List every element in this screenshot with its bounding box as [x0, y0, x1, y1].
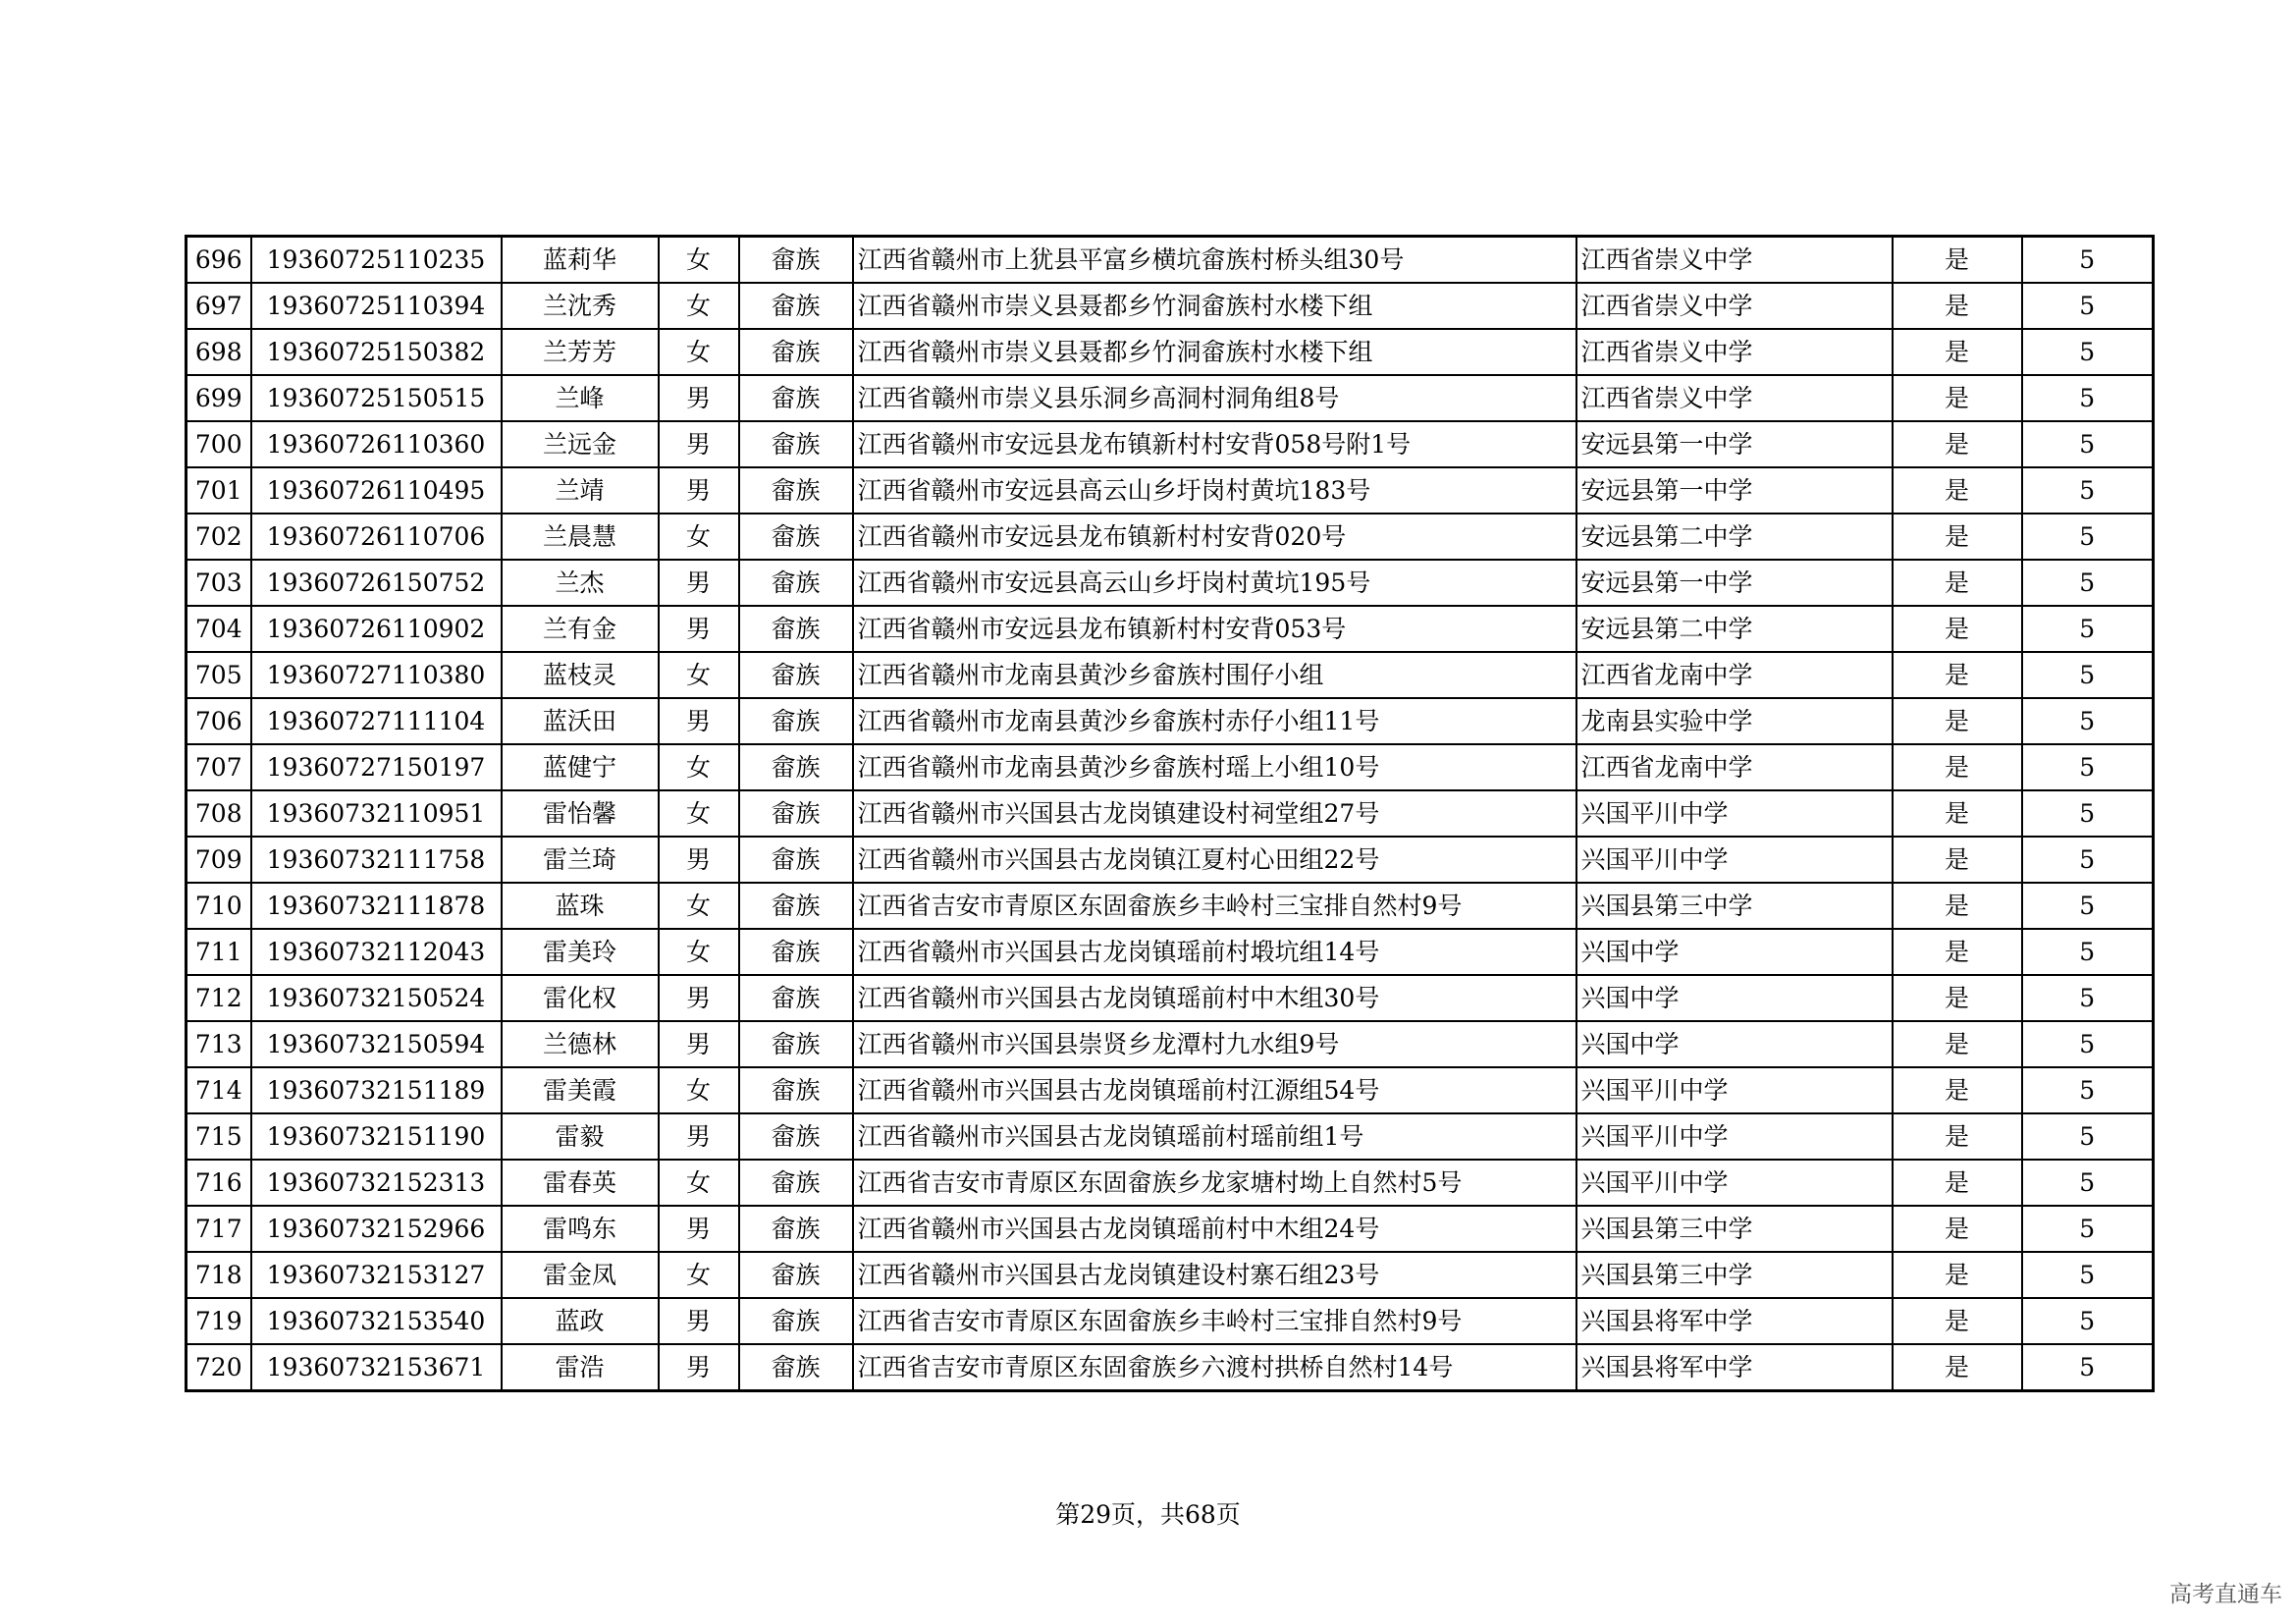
ethnicity-cell: 畲族 [739, 929, 853, 975]
row-number-cell: 703 [187, 560, 251, 606]
school-name-cell: 兴国中学 [1576, 975, 1893, 1021]
table-row [187, 883, 2154, 929]
home-address-cell: 江西省赣州市安远县龙布镇新村村安背053号 [853, 606, 1576, 652]
gender-cell: 男 [659, 698, 739, 744]
student-name-cell: 雷兰琦 [502, 837, 659, 883]
student-name-cell: 雷浩 [502, 1344, 659, 1391]
school-name-cell: 兴国县将军中学 [1576, 1298, 1893, 1344]
row-number-cell: 705 [187, 652, 251, 698]
eligibility-flag-cell: 是 [1893, 1160, 2022, 1206]
school-name-cell: 安远县第二中学 [1576, 514, 1893, 560]
table-row [187, 560, 2154, 606]
home-address-cell: 江西省赣州市兴国县古龙岗镇瑶前村瑶前组1号 [853, 1113, 1576, 1160]
eligibility-flag-cell: 是 [1893, 744, 2022, 790]
student-name-cell: 兰芳芳 [502, 329, 659, 375]
school-name-cell: 安远县第一中学 [1576, 467, 1893, 514]
ethnicity-cell: 畲族 [739, 744, 853, 790]
home-address-cell: 江西省吉安市青原区东固畲族乡龙家塘村坳上自然村5号 [853, 1160, 1576, 1206]
gender-cell: 男 [659, 837, 739, 883]
exam-id-cell: 19360732150594 [251, 1021, 502, 1067]
exam-id-cell: 19360727111104 [251, 698, 502, 744]
bonus-points-cell: 5 [2022, 375, 2154, 421]
school-name-cell: 江西省龙南中学 [1576, 652, 1893, 698]
school-name-cell: 兴国县第三中学 [1576, 1252, 1893, 1298]
gender-cell: 男 [659, 1021, 739, 1067]
watermark-text: 高考直通车 [2169, 1582, 2282, 1607]
exam-id-cell: 19360732111758 [251, 837, 502, 883]
table-row [187, 929, 2154, 975]
eligibility-flag-cell: 是 [1893, 1067, 2022, 1113]
ethnicity-cell: 畲族 [739, 652, 853, 698]
gender-cell: 女 [659, 883, 739, 929]
exam-id-cell: 19360725110235 [251, 237, 502, 284]
row-number-cell: 710 [187, 883, 251, 929]
bonus-points-cell: 5 [2022, 975, 2154, 1021]
table-row [187, 514, 2154, 560]
home-address-cell: 江西省赣州市龙南县黄沙乡畲族村围仔小组 [853, 652, 1576, 698]
eligibility-flag-cell: 是 [1893, 1344, 2022, 1391]
exam-id-cell: 19360732151189 [251, 1067, 502, 1113]
table-row [187, 237, 2154, 284]
table-row [187, 467, 2154, 514]
school-name-cell: 安远县第一中学 [1576, 560, 1893, 606]
eligibility-flag-cell: 是 [1893, 929, 2022, 975]
eligibility-flag-cell: 是 [1893, 514, 2022, 560]
table-row [187, 329, 2154, 375]
eligibility-flag-cell: 是 [1893, 560, 2022, 606]
student-name-cell: 蓝健宁 [502, 744, 659, 790]
row-number-cell: 712 [187, 975, 251, 1021]
exam-id-cell: 19360732112043 [251, 929, 502, 975]
bonus-points-cell: 5 [2022, 1206, 2154, 1252]
ethnicity-cell: 畲族 [739, 237, 853, 284]
exam-id-cell: 19360725150515 [251, 375, 502, 421]
row-number-cell: 696 [187, 237, 251, 284]
student-name-cell: 蓝莉华 [502, 237, 659, 284]
gender-cell: 男 [659, 1206, 739, 1252]
student-name-cell: 雷怡馨 [502, 790, 659, 837]
table-row [187, 975, 2154, 1021]
exam-id-cell: 19360726110706 [251, 514, 502, 560]
ethnicity-cell: 畲族 [739, 1113, 853, 1160]
table-row [187, 652, 2154, 698]
home-address-cell: 江西省赣州市兴国县古龙岗镇瑶前村塅坑组14号 [853, 929, 1576, 975]
school-name-cell: 兴国平川中学 [1576, 1113, 1893, 1160]
table-row [187, 837, 2154, 883]
home-address-cell: 江西省赣州市兴国县古龙岗镇瑶前村江源组54号 [853, 1067, 1576, 1113]
bonus-points-cell: 5 [2022, 1298, 2154, 1344]
gender-cell: 女 [659, 744, 739, 790]
ethnicity-cell: 畲族 [739, 560, 853, 606]
school-name-cell: 安远县第二中学 [1576, 606, 1893, 652]
gender-cell: 男 [659, 375, 739, 421]
student-name-cell: 兰晨慧 [502, 514, 659, 560]
student-name-cell: 雷金凤 [502, 1252, 659, 1298]
table-row [187, 375, 2154, 421]
eligibility-flag-cell: 是 [1893, 329, 2022, 375]
table-row [187, 1206, 2154, 1252]
gender-cell: 男 [659, 1344, 739, 1391]
school-name-cell: 兴国县第三中学 [1576, 1206, 1893, 1252]
school-name-cell: 江西省崇义中学 [1576, 375, 1893, 421]
ethnicity-cell: 畲族 [739, 467, 853, 514]
bonus-points-cell: 5 [2022, 283, 2154, 329]
student-name-cell: 雷毅 [502, 1113, 659, 1160]
row-number-cell: 698 [187, 329, 251, 375]
exam-id-cell: 19360732111878 [251, 883, 502, 929]
gender-cell: 男 [659, 1298, 739, 1344]
exam-id-cell: 19360725110394 [251, 283, 502, 329]
eligibility-flag-cell: 是 [1893, 837, 2022, 883]
home-address-cell: 江西省赣州市上犹县平富乡横坑畲族村桥头组30号 [853, 237, 1576, 284]
ethnicity-cell: 畲族 [739, 375, 853, 421]
eligibility-flag-cell: 是 [1893, 283, 2022, 329]
student-name-cell: 雷美玲 [502, 929, 659, 975]
bonus-points-cell: 5 [2022, 421, 2154, 467]
ethnicity-cell: 畲族 [739, 1344, 853, 1391]
home-address-cell: 江西省赣州市兴国县古龙岗镇建设村寨石组23号 [853, 1252, 1576, 1298]
gender-cell: 女 [659, 329, 739, 375]
student-name-cell: 蓝政 [502, 1298, 659, 1344]
ethnicity-cell: 畲族 [739, 975, 853, 1021]
ethnicity-cell: 畲族 [739, 421, 853, 467]
table-row [187, 421, 2154, 467]
student-name-cell: 雷春英 [502, 1160, 659, 1206]
student-name-cell: 兰杰 [502, 560, 659, 606]
eligibility-flag-cell: 是 [1893, 652, 2022, 698]
student-name-cell: 蓝沃田 [502, 698, 659, 744]
table-row [187, 1113, 2154, 1160]
school-name-cell: 兴国县第三中学 [1576, 883, 1893, 929]
school-name-cell: 兴国中学 [1576, 929, 1893, 975]
row-number-cell: 714 [187, 1067, 251, 1113]
page-number: 第29页，共68页 [1055, 1500, 1241, 1529]
eligibility-flag-cell: 是 [1893, 421, 2022, 467]
student-name-cell: 雷化权 [502, 975, 659, 1021]
student-name-cell: 兰远金 [502, 421, 659, 467]
gender-cell: 男 [659, 975, 739, 1021]
exam-id-cell: 19360732151190 [251, 1113, 502, 1160]
school-name-cell: 江西省崇义中学 [1576, 283, 1893, 329]
gender-cell: 男 [659, 467, 739, 514]
eligibility-flag-cell: 是 [1893, 1021, 2022, 1067]
home-address-cell: 江西省吉安市青原区东固畲族乡六渡村拱桥自然村14号 [853, 1344, 1576, 1391]
ethnicity-cell: 畲族 [739, 1298, 853, 1344]
home-address-cell: 江西省赣州市安远县高云山乡圩岗村黄坑183号 [853, 467, 1576, 514]
row-number-cell: 702 [187, 514, 251, 560]
eligibility-flag-cell: 是 [1893, 1113, 2022, 1160]
home-address-cell: 江西省吉安市青原区东固畲族乡丰岭村三宝排自然村9号 [853, 1298, 1576, 1344]
student-name-cell: 兰沈秀 [502, 283, 659, 329]
bonus-points-cell: 5 [2022, 698, 2154, 744]
home-address-cell: 江西省赣州市安远县高云山乡圩岗村黄坑195号 [853, 560, 1576, 606]
row-number-cell: 697 [187, 283, 251, 329]
school-name-cell: 兴国平川中学 [1576, 1160, 1893, 1206]
home-address-cell: 江西省赣州市兴国县古龙岗镇瑶前村中木组30号 [853, 975, 1576, 1021]
row-number-cell: 713 [187, 1021, 251, 1067]
gender-cell: 男 [659, 560, 739, 606]
eligibility-flag-cell: 是 [1893, 1252, 2022, 1298]
bonus-points-cell: 5 [2022, 790, 2154, 837]
home-address-cell: 江西省赣州市龙南县黄沙乡畲族村瑶上小组10号 [853, 744, 1576, 790]
table-row [187, 283, 2154, 329]
exam-id-cell: 19360732110951 [251, 790, 502, 837]
bonus-points-cell: 5 [2022, 929, 2154, 975]
gender-cell: 女 [659, 929, 739, 975]
home-address-cell: 江西省赣州市兴国县古龙岗镇瑶前村中木组24号 [853, 1206, 1576, 1252]
home-address-cell: 江西省赣州市兴国县崇贤乡龙潭村九水组9号 [853, 1021, 1576, 1067]
row-number-cell: 706 [187, 698, 251, 744]
gender-cell: 女 [659, 1252, 739, 1298]
bonus-points-cell: 5 [2022, 883, 2154, 929]
gender-cell: 男 [659, 421, 739, 467]
exam-id-cell: 19360732153671 [251, 1344, 502, 1391]
school-name-cell: 江西省龙南中学 [1576, 744, 1893, 790]
exam-id-cell: 19360732152966 [251, 1206, 502, 1252]
bonus-points-cell: 5 [2022, 1067, 2154, 1113]
table-row [187, 1067, 2154, 1113]
table-row [187, 698, 2154, 744]
bonus-points-cell: 5 [2022, 560, 2154, 606]
eligibility-flag-cell: 是 [1893, 467, 2022, 514]
home-address-cell: 江西省赣州市崇义县聂都乡竹洞畲族村水楼下组 [853, 329, 1576, 375]
bonus-points-cell: 5 [2022, 652, 2154, 698]
school-name-cell: 龙南县实验中学 [1576, 698, 1893, 744]
school-name-cell: 兴国平川中学 [1576, 790, 1893, 837]
row-number-cell: 720 [187, 1344, 251, 1391]
eligibility-flag-cell: 是 [1893, 375, 2022, 421]
ethnicity-cell: 畲族 [739, 329, 853, 375]
eligibility-flag-cell: 是 [1893, 1206, 2022, 1252]
student-name-cell: 蓝珠 [502, 883, 659, 929]
home-address-cell: 江西省吉安市青原区东固畲族乡丰岭村三宝排自然村9号 [853, 883, 1576, 929]
ethnicity-cell: 畲族 [739, 606, 853, 652]
home-address-cell: 江西省赣州市兴国县古龙岗镇建设村祠堂组27号 [853, 790, 1576, 837]
gender-cell: 女 [659, 1067, 739, 1113]
exam-id-cell: 19360732153127 [251, 1252, 502, 1298]
home-address-cell: 江西省赣州市崇义县乐洞乡高洞村洞角组8号 [853, 375, 1576, 421]
ethnicity-cell: 畲族 [739, 1067, 853, 1113]
school-name-cell: 兴国平川中学 [1576, 1067, 1893, 1113]
row-number-cell: 704 [187, 606, 251, 652]
school-name-cell: 兴国县将军中学 [1576, 1344, 1893, 1391]
bonus-points-cell: 5 [2022, 1344, 2154, 1391]
gender-cell: 女 [659, 283, 739, 329]
bonus-points-cell: 5 [2022, 1252, 2154, 1298]
table-row [187, 606, 2154, 652]
ethnicity-cell: 畲族 [739, 1021, 853, 1067]
eligibility-flag-cell: 是 [1893, 790, 2022, 837]
bonus-points-cell: 5 [2022, 237, 2154, 284]
student-name-cell: 雷鸣东 [502, 1206, 659, 1252]
ethnicity-cell: 畲族 [739, 698, 853, 744]
home-address-cell: 江西省赣州市安远县龙布镇新村村安背020号 [853, 514, 1576, 560]
gender-cell: 男 [659, 1113, 739, 1160]
bonus-points-cell: 5 [2022, 606, 2154, 652]
eligibility-flag-cell: 是 [1893, 1298, 2022, 1344]
exam-id-cell: 19360725150382 [251, 329, 502, 375]
ethnicity-cell: 畲族 [739, 837, 853, 883]
row-number-cell: 709 [187, 837, 251, 883]
table-row [187, 1298, 2154, 1344]
home-address-cell: 江西省赣州市兴国县古龙岗镇江夏村心田组22号 [853, 837, 1576, 883]
bonus-points-cell: 5 [2022, 467, 2154, 514]
ethnicity-cell: 畲族 [739, 1160, 853, 1206]
eligibility-flag-cell: 是 [1893, 606, 2022, 652]
school-name-cell: 江西省崇义中学 [1576, 329, 1893, 375]
gender-cell: 女 [659, 514, 739, 560]
table-row [187, 744, 2154, 790]
row-number-cell: 717 [187, 1206, 251, 1252]
home-address-cell: 江西省赣州市安远县龙布镇新村村安背058号附1号 [853, 421, 1576, 467]
eligibility-flag-cell: 是 [1893, 237, 2022, 284]
student-name-cell: 蓝枝灵 [502, 652, 659, 698]
table-row [187, 790, 2154, 837]
row-number-cell: 716 [187, 1160, 251, 1206]
row-number-cell: 715 [187, 1113, 251, 1160]
row-number-cell: 718 [187, 1252, 251, 1298]
table-row [187, 1021, 2154, 1067]
row-number-cell: 701 [187, 467, 251, 514]
ethnicity-cell: 畲族 [739, 1252, 853, 1298]
table-row [187, 1160, 2154, 1206]
exam-id-cell: 19360732150524 [251, 975, 502, 1021]
exam-id-cell: 19360732153540 [251, 1298, 502, 1344]
row-number-cell: 700 [187, 421, 251, 467]
gender-cell: 男 [659, 606, 739, 652]
ethnicity-cell: 畲族 [739, 790, 853, 837]
exam-id-cell: 19360732152313 [251, 1160, 502, 1206]
student-roster-table [185, 235, 2155, 1392]
student-name-cell: 兰有金 [502, 606, 659, 652]
school-name-cell: 兴国平川中学 [1576, 837, 1893, 883]
ethnicity-cell: 畲族 [739, 514, 853, 560]
gender-cell: 女 [659, 652, 739, 698]
bonus-points-cell: 5 [2022, 1113, 2154, 1160]
student-name-cell: 兰靖 [502, 467, 659, 514]
eligibility-flag-cell: 是 [1893, 883, 2022, 929]
exam-id-cell: 19360726110495 [251, 467, 502, 514]
school-name-cell: 江西省崇义中学 [1576, 237, 1893, 284]
bonus-points-cell: 5 [2022, 1160, 2154, 1206]
table-row [187, 1344, 2154, 1391]
table-row [187, 1252, 2154, 1298]
exam-id-cell: 19360727110380 [251, 652, 502, 698]
student-name-cell: 雷美霞 [502, 1067, 659, 1113]
row-number-cell: 708 [187, 790, 251, 837]
bonus-points-cell: 5 [2022, 329, 2154, 375]
roster-body [187, 237, 2154, 1391]
school-name-cell: 兴国中学 [1576, 1021, 1893, 1067]
bonus-points-cell: 5 [2022, 514, 2154, 560]
bonus-points-cell: 5 [2022, 837, 2154, 883]
row-number-cell: 711 [187, 929, 251, 975]
exam-id-cell: 19360726110902 [251, 606, 502, 652]
home-address-cell: 江西省赣州市崇义县聂都乡竹洞畲族村水楼下组 [853, 283, 1576, 329]
exam-id-cell: 19360726150752 [251, 560, 502, 606]
ethnicity-cell: 畲族 [739, 883, 853, 929]
bonus-points-cell: 5 [2022, 744, 2154, 790]
eligibility-flag-cell: 是 [1893, 698, 2022, 744]
gender-cell: 女 [659, 1160, 739, 1206]
exam-id-cell: 19360727150197 [251, 744, 502, 790]
bonus-points-cell: 5 [2022, 1021, 2154, 1067]
eligibility-flag-cell: 是 [1893, 975, 2022, 1021]
student-name-cell: 兰德林 [502, 1021, 659, 1067]
row-number-cell: 707 [187, 744, 251, 790]
ethnicity-cell: 畲族 [739, 1206, 853, 1252]
ethnicity-cell: 畲族 [739, 283, 853, 329]
school-name-cell: 安远县第一中学 [1576, 421, 1893, 467]
exam-id-cell: 19360726110360 [251, 421, 502, 467]
row-number-cell: 719 [187, 1298, 251, 1344]
row-number-cell: 699 [187, 375, 251, 421]
student-name-cell: 兰峰 [502, 375, 659, 421]
home-address-cell: 江西省赣州市龙南县黄沙乡畲族村赤仔小组11号 [853, 698, 1576, 744]
gender-cell: 女 [659, 237, 739, 284]
gender-cell: 女 [659, 790, 739, 837]
